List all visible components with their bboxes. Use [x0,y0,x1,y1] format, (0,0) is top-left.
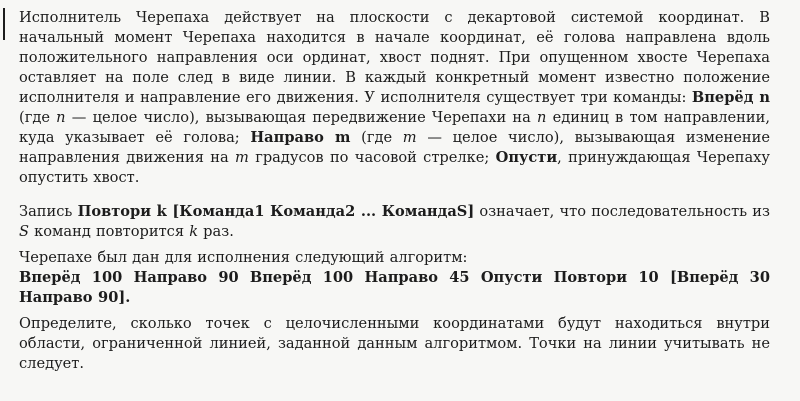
variable-k: k [189,223,199,240]
paragraph-given: Черепахе был дан для исполнения следующий алгоритм: [19,249,468,266]
text-fragment: означает, что последовательность из [474,203,770,220]
text-fragment: — целое число), вызывающая изменение направления движения на [19,129,770,166]
intro-text: Исполнитель Черепаха действует на плоскости с декартовой системой координат. В начальный момент Черепаха находится в начале координат, её голова направлена вдоль положительного направления оси ординат, хвост поднят. При опущенном хвосте Черепаха оставляет на поле след в виде линии. В каждый конкретный момент известно положение исполнителя и направление его движения. У исполнителя существует три команды: [19,9,770,106]
variable-n: n [537,109,547,126]
text-fragment: единиц в том направлении, куда указывает её голова; [19,109,770,146]
command-right: Направо m [250,129,351,146]
variable-n: n [56,109,66,126]
text-fragment: Запись [19,203,78,220]
text-fragment: , принуждающая Черепаху опустить хвост. [19,149,770,186]
text-fragment: команд повторится [29,223,190,240]
algorithm-text: Вперёд 100 Направо 90 Вперёд 100 Направо 45 Опусти Повтори 10 [Вперёд 30 Направо 90]. [19,269,770,306]
paragraph-repeat [19,202,770,242]
command-forward: Вперёд n [691,89,770,106]
paragraph-algorithm [19,268,770,308]
paragraph-intro [19,8,770,188]
text-fragment: раз. [198,223,234,240]
variable-m: m [402,129,417,146]
variable-m: m [235,149,249,166]
text-fragment: (где [350,129,403,146]
text-fragment: — целое число), вызывающая передвижение Черепахи на [65,109,538,126]
text-fragment: градусов по часовой стрелке; [248,149,496,166]
text-fragment: (где [19,109,57,126]
command-repeat: Повтори k [Команда1 Команда2 ... КомандаS] [77,203,475,220]
margin-bar [3,8,5,40]
variable-s: S [19,223,29,240]
command-down: Опусти [495,149,558,166]
paragraph-question: Определите, сколько точек с целочисленными координатами будут находиться внутри области, ограниченной линией, заданной данным алгоритмом. Точки на линии учитывать не следует. [19,315,770,372]
